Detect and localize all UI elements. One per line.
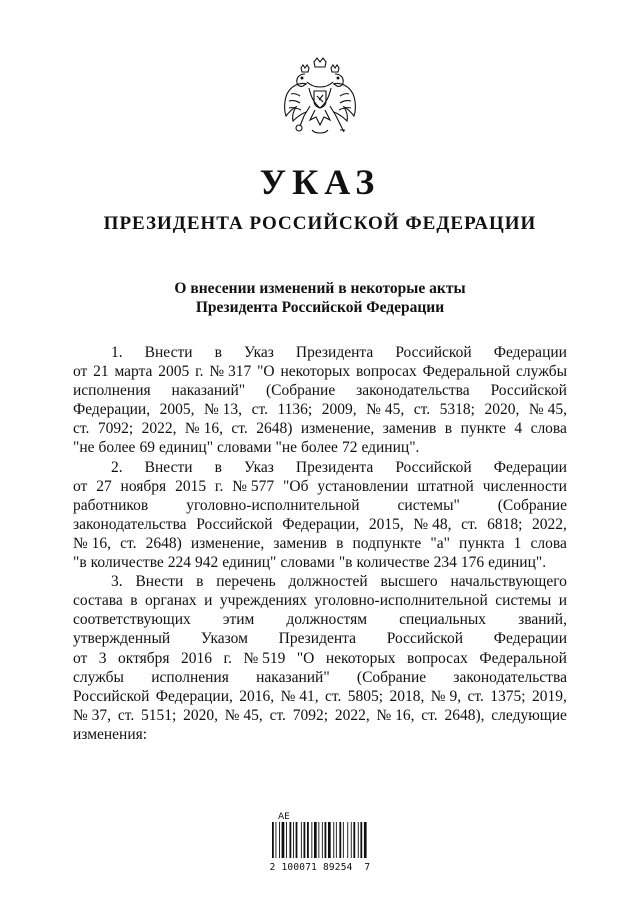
word: в [214, 344, 222, 361]
word: ст. [269, 706, 286, 724]
barcode-bar [276, 822, 277, 858]
word: г. [214, 477, 224, 495]
word: № 45, [224, 706, 263, 724]
word: законодательства [453, 668, 567, 686]
word: слова [530, 420, 567, 438]
word: штатной [417, 477, 474, 495]
word: следующие [491, 706, 567, 724]
word: пункте [460, 420, 506, 438]
word: соответствующих [73, 611, 191, 629]
coat-of-arms-emblem [279, 54, 361, 142]
word: Российской [196, 515, 273, 533]
word: 224 [167, 554, 192, 572]
word: Президента [278, 630, 356, 648]
heading-line: О внесении изменений в некоторые акты [174, 280, 466, 297]
word: № 16, [376, 706, 415, 724]
word: 2648) [145, 534, 182, 552]
word: количестве [90, 554, 164, 572]
word: 942 [195, 554, 219, 572]
word: наказаний" [256, 668, 330, 686]
word: "в [338, 554, 353, 572]
word: Указ [243, 344, 274, 361]
word: Федеральной [422, 363, 511, 381]
word: 7092; [97, 420, 134, 438]
word: Федеральной [479, 649, 567, 667]
word: утвержденный [73, 630, 171, 648]
word: более [98, 439, 136, 457]
word: ст. [251, 401, 268, 419]
word: в [336, 534, 344, 552]
word: Российской [395, 344, 472, 361]
word: должностей [288, 573, 368, 591]
barcode-bar [314, 822, 317, 858]
word: законодательства [356, 382, 470, 400]
word: состава [73, 592, 123, 610]
word: изменения: [73, 725, 148, 743]
word: Внести [144, 458, 193, 476]
word: № 45, [366, 401, 405, 419]
word: № 41, [280, 687, 319, 705]
word: 27 [96, 477, 112, 495]
word: 2. [111, 458, 123, 476]
word: ст. [467, 687, 484, 705]
word: 2020, [183, 706, 218, 724]
word: 2020, [484, 401, 520, 419]
word: № 13, [204, 401, 243, 419]
barcode-bar [347, 822, 348, 858]
word: ст. [325, 687, 342, 705]
barcode-bar [301, 822, 302, 858]
word: и [204, 592, 213, 610]
paragraph-line [73, 438, 567, 457]
word: уголовно-исполнительной [314, 592, 488, 610]
barcode-bar [328, 822, 331, 858]
word: 3 [98, 649, 107, 667]
word: 2648) [256, 420, 293, 438]
barcode-bar [325, 822, 327, 858]
word: "О [296, 649, 315, 667]
barcode-bar [339, 822, 341, 858]
paragraph-line [73, 649, 567, 668]
word: системы [495, 592, 552, 610]
barcode-bar [343, 822, 344, 858]
barcode-bar [286, 822, 287, 858]
word: 5318; [439, 401, 475, 419]
word: (Собрание [497, 496, 567, 514]
word: ст. [120, 534, 137, 552]
word: 2005 [158, 363, 190, 381]
paragraph [73, 572, 567, 744]
paragraph-line [73, 629, 567, 648]
word: системы" [397, 496, 460, 514]
word: в [196, 573, 204, 591]
word: 5805; [347, 687, 384, 705]
paragraph-line [73, 553, 567, 572]
barcode-bar [290, 822, 292, 858]
word: перечень [216, 573, 276, 591]
word: учреждениях [219, 592, 307, 610]
word: Внести [144, 344, 193, 361]
word: Указом [200, 630, 248, 648]
word: заменив [382, 420, 437, 438]
word: Внести [135, 573, 184, 591]
word: Российской [395, 458, 472, 476]
word: № 317 [209, 363, 252, 381]
word: № 48, [413, 515, 452, 533]
word: 2022, [532, 515, 567, 533]
document-body [73, 343, 567, 744]
word: "не [73, 439, 95, 457]
word: начальствующего [450, 573, 567, 591]
double-headed-eagle-icon [279, 54, 361, 142]
word: исполнения [151, 668, 229, 686]
word: 2022, [141, 420, 177, 438]
paragraph-line [73, 419, 567, 438]
word: 72 [341, 439, 358, 457]
paragraph-line [73, 515, 567, 534]
word: 176 [460, 554, 485, 572]
word: 2015 [175, 477, 207, 495]
word: Федерации, [155, 687, 233, 705]
barcode-bar [364, 822, 367, 858]
word: 4 [514, 420, 523, 438]
word: 2016, [239, 687, 275, 705]
word: Указ [243, 458, 274, 476]
word: ст. [73, 420, 90, 438]
word: службы [516, 363, 567, 381]
paragraph-line [73, 381, 567, 400]
word: ст. [413, 401, 431, 419]
word: № 16, [73, 534, 112, 552]
barcode-bar [318, 822, 319, 858]
barcode-bar [293, 822, 294, 858]
barcode [268, 812, 372, 874]
word: № 45, [528, 401, 567, 419]
paragraph-line [73, 591, 567, 610]
word: 21 [93, 363, 109, 381]
word: 5151; [140, 706, 177, 724]
barcode-bar [304, 822, 306, 858]
barcode-bar [353, 822, 355, 858]
word: 2648), [444, 706, 485, 724]
paragraph-line [73, 534, 567, 553]
paragraph-line [73, 343, 567, 362]
barcode-bar [322, 822, 323, 858]
word: органах [144, 592, 197, 610]
heading-line: Президента Российской Федерации [195, 299, 445, 316]
word: высшего [380, 573, 438, 591]
word: Президента [295, 458, 374, 476]
word: установлении [317, 477, 409, 495]
word: от [73, 649, 88, 667]
paragraph-line [73, 725, 567, 744]
word: в [130, 592, 138, 610]
word: 2016 [181, 649, 213, 667]
word: специальных [399, 611, 487, 629]
barcode-digits: 2 100071 89254 7 [269, 862, 371, 873]
word: г. [223, 649, 232, 667]
word: слова [530, 534, 567, 552]
word: № 577 [232, 477, 275, 495]
word: наказаний" [171, 382, 246, 400]
word: службы [73, 668, 124, 686]
word: заменив [273, 534, 327, 552]
word: 2018, [389, 687, 425, 705]
word: ст. [117, 706, 135, 724]
word: 2022, [334, 706, 370, 724]
paragraph-line [73, 687, 567, 706]
word: изменение, [300, 420, 375, 438]
word: 1 [513, 534, 522, 552]
word: 3. [111, 573, 123, 591]
word: и [558, 592, 567, 610]
word: Президента [295, 344, 374, 361]
barcode-bar [307, 822, 309, 858]
paragraph [73, 458, 567, 573]
paragraph [73, 343, 567, 458]
word: 2005, [159, 401, 195, 419]
word: № 519 [243, 649, 286, 667]
word: "в [73, 554, 87, 572]
word: вопросах [355, 363, 417, 381]
word: в [214, 458, 222, 476]
word: должностям [286, 611, 368, 629]
word: словами [217, 439, 272, 457]
word: некоторых [325, 649, 396, 667]
paragraph-line [73, 496, 567, 515]
barcode-bars [268, 822, 372, 862]
word: единиц". [488, 554, 547, 572]
word: в [444, 420, 453, 438]
word: ст. [421, 706, 438, 724]
barcode-bar [358, 822, 359, 858]
word: ноября [120, 477, 167, 495]
word: вопросах [407, 649, 468, 667]
word: единиц" [158, 439, 214, 457]
word: октября [118, 649, 170, 667]
barcode-bar [333, 822, 334, 858]
document-title: УКАЗ [259, 162, 381, 202]
word: званий, [518, 611, 567, 629]
word: 69 [139, 439, 155, 457]
barcode-bar [279, 822, 280, 858]
word: от [73, 363, 88, 381]
paragraph-line [73, 477, 567, 496]
word: 1375; [490, 687, 526, 705]
word: словами [280, 554, 335, 572]
barcode-bar [282, 822, 285, 858]
paragraph-line [73, 610, 567, 629]
word: (Собрание [356, 668, 427, 686]
barcode-bar [360, 822, 362, 858]
word: "а" [430, 534, 450, 552]
barcode-bar [336, 822, 337, 858]
word: № 16, [184, 420, 223, 438]
paragraph-line [73, 706, 567, 725]
word: ст. [231, 420, 248, 438]
word: Российской [490, 382, 567, 400]
barcode-bar [351, 822, 352, 858]
word: единиц". [361, 439, 420, 457]
word: 2009, [321, 401, 357, 419]
word: Российской [73, 687, 150, 705]
document-heading [0, 279, 640, 317]
word: 7092; [292, 706, 329, 724]
word: "О [257, 363, 275, 381]
word: работников [73, 496, 149, 514]
paragraph-line [73, 400, 567, 419]
word: "Об [283, 477, 309, 495]
word: от [73, 477, 88, 495]
paragraph-line [73, 362, 567, 381]
word: 2015, [368, 515, 404, 533]
word: г. [195, 363, 204, 381]
word: численности [482, 477, 567, 495]
word: Федерации, [73, 401, 151, 419]
word: более [301, 439, 338, 457]
paragraph-line [73, 572, 567, 591]
word: этим [222, 611, 255, 629]
word: № 9, [430, 687, 462, 705]
word: марта [114, 363, 153, 381]
word: (Собрание [265, 382, 336, 400]
word: ст. [461, 515, 478, 533]
word: законодательства [73, 515, 187, 533]
barcode-mark: AE [278, 812, 290, 822]
word: 2019, [532, 687, 567, 705]
word: количестве [356, 554, 430, 572]
word: Федерации, [282, 515, 360, 533]
paragraph-line [73, 458, 567, 477]
word: Федерации [493, 458, 567, 476]
word: 1136; [277, 401, 313, 419]
word: 234 [433, 554, 457, 572]
word: некоторых [280, 363, 351, 381]
word: пункта [459, 534, 505, 552]
paragraph-line [73, 668, 567, 687]
barcode-bar [296, 822, 298, 858]
word: № 37, [73, 706, 112, 724]
document-subtitle: ПРЕЗИДЕНТА РОССИЙСКОЙ ФЕДЕРАЦИИ [103, 213, 537, 234]
barcode-bar [311, 822, 312, 858]
word: 1. [111, 344, 123, 361]
word: Российской [386, 630, 464, 648]
word: подпункте [352, 534, 422, 552]
barcode-bar [272, 822, 274, 858]
word: изменение, [190, 534, 265, 552]
word: "не [275, 439, 298, 457]
word: исполнения [73, 382, 151, 400]
word: Федерации [493, 630, 567, 648]
word: Федерации [493, 344, 567, 361]
word: уголовно-исполнительной [186, 496, 360, 514]
word: единиц" [222, 554, 277, 572]
word: 6818; [487, 515, 523, 533]
